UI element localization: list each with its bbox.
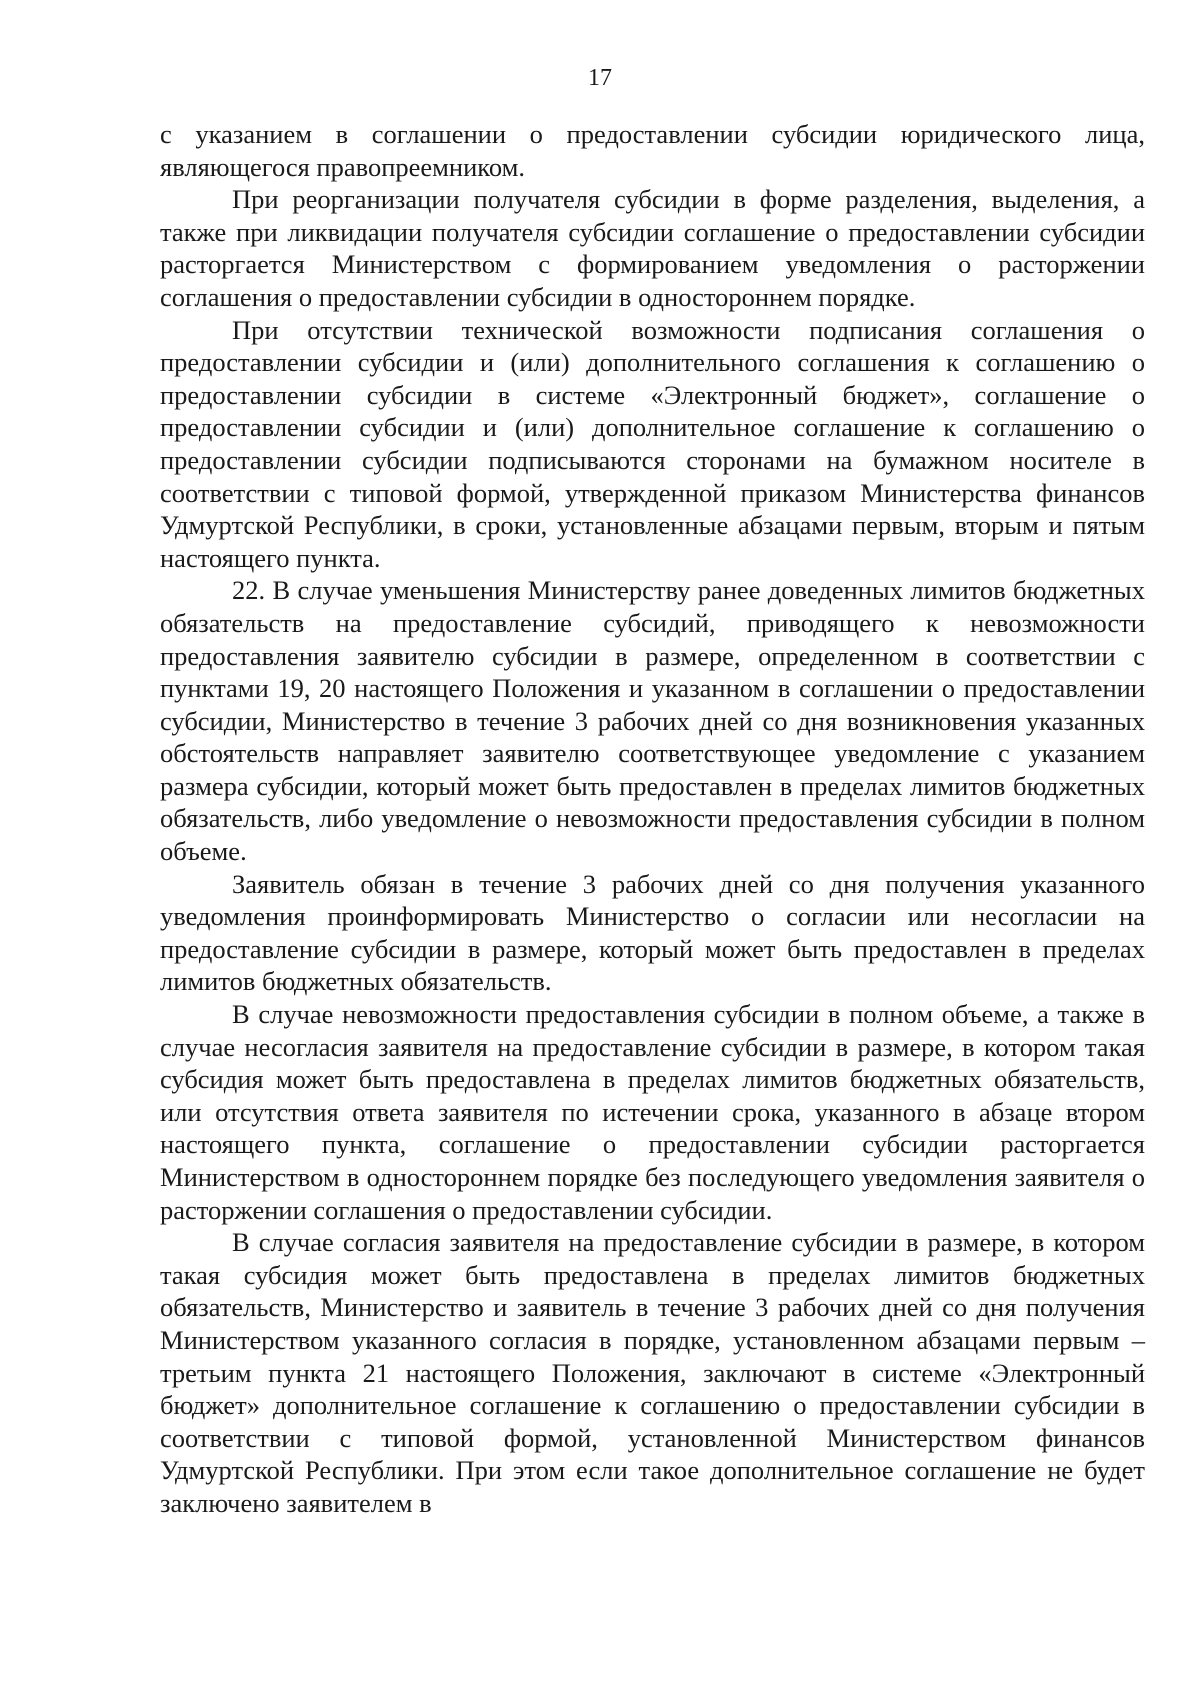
- paragraph-agreement-consent: В случае согласия заявителя на предоставление субсидии в размере, в котором такая субсидия может быть предоставлена в пределах лимитов бюджетных обязательств, Министерство и заявитель в течение 3 рабочих дней со дня получения Министерством указанного согласия в порядке, установленном абзацами первым – третьим пункта 21 настоящего Положения, заключают в системе «Электронный бюджет» дополнительное соглашение к соглашению о предоставлении субсидии в соответствии с типовой формой, установленной Министерством финансов Удмуртской Республики. При этом если такое дополнительное соглашение не будет заключено заявителем в: [160, 1227, 1145, 1518]
- document-body: [160, 118, 1145, 1520]
- paragraph-termination: В случае невозможности предоставления субсидии в полном объеме, а также в случае несогласия заявителя на предоставление субсидии в размере, в котором такая субсидия может быть предоставлена в пределах лимитов бюджетных обязательств, или отсутствия ответа заявителя по истечении срока, указанного в абзаце втором настоящего пункта, соглашение о предоставлении субсидии расторгается Министерством в одностороннем порядке без последующего уведомления заявителя о расторжении соглашения о предоставлении субсидии.: [160, 999, 1145, 1225]
- paragraph-applicant-obligation: Заявитель обязан в течение 3 рабочих дней со дня получения указанного уведомления проинформировать Министерство о согласии или несогласии на предоставление субсидии в размере, который может быть предоставлен в пределах лимитов бюджетных обязательств.: [160, 868, 1145, 997]
- page-number: 17: [588, 65, 612, 91]
- paragraph-continuation: с указанием в соглашении о предоставлении субсидии юридического лица, являющегося правопреемником.: [160, 119, 1145, 182]
- paragraph-item-22: 22. В случае уменьшения Министерству ранее доведенных лимитов бюджетных обязательств на предоставление субсидий, приводящего к невозможности предоставления заявителю субсидии в размере, определенном в соответствии с пунктами 19, 20 настоящего Положения и указанном в соглашении о предоставлении субсидии, Министерство в течение 3 рабочих дней со дня возникновения указанных обстоятельств направляет заявителю соответствующее уведомление с указанием размера субсидии, который может быть предоставлен в пределах лимитов бюджетных обязательств, либо уведомление о невозможности предоставления субсидии в полном объеме.: [160, 575, 1145, 867]
- paragraph-paper-signing: При отсутствии технической возможности подписания соглашения о предоставлении субсидии и (или) дополнительного соглашения к соглашению о предоставлении субсидии в системе «Электронный бюджет», соглашение о предоставлении субсидии и (или) дополнительное соглашение к соглашению о предоставлении субсидии подписываются сторонами на бумажном носителе в соответствии с типовой формой, утвержденной приказом Министерства финансов Удмуртской Республики, в сроки, установленные абзацами первым, вторым и пятым настоящего пункта.: [160, 314, 1145, 573]
- paragraph-reorganization: При реорганизации получателя субсидии в форме разделения, выделения, а также при ликвидации получателя субсидии соглашение о предоставлении субсидии расторгается Министерством с формированием уведомления о расторжении соглашения о предоставлении субсидии в одностороннем порядке.: [160, 184, 1145, 312]
